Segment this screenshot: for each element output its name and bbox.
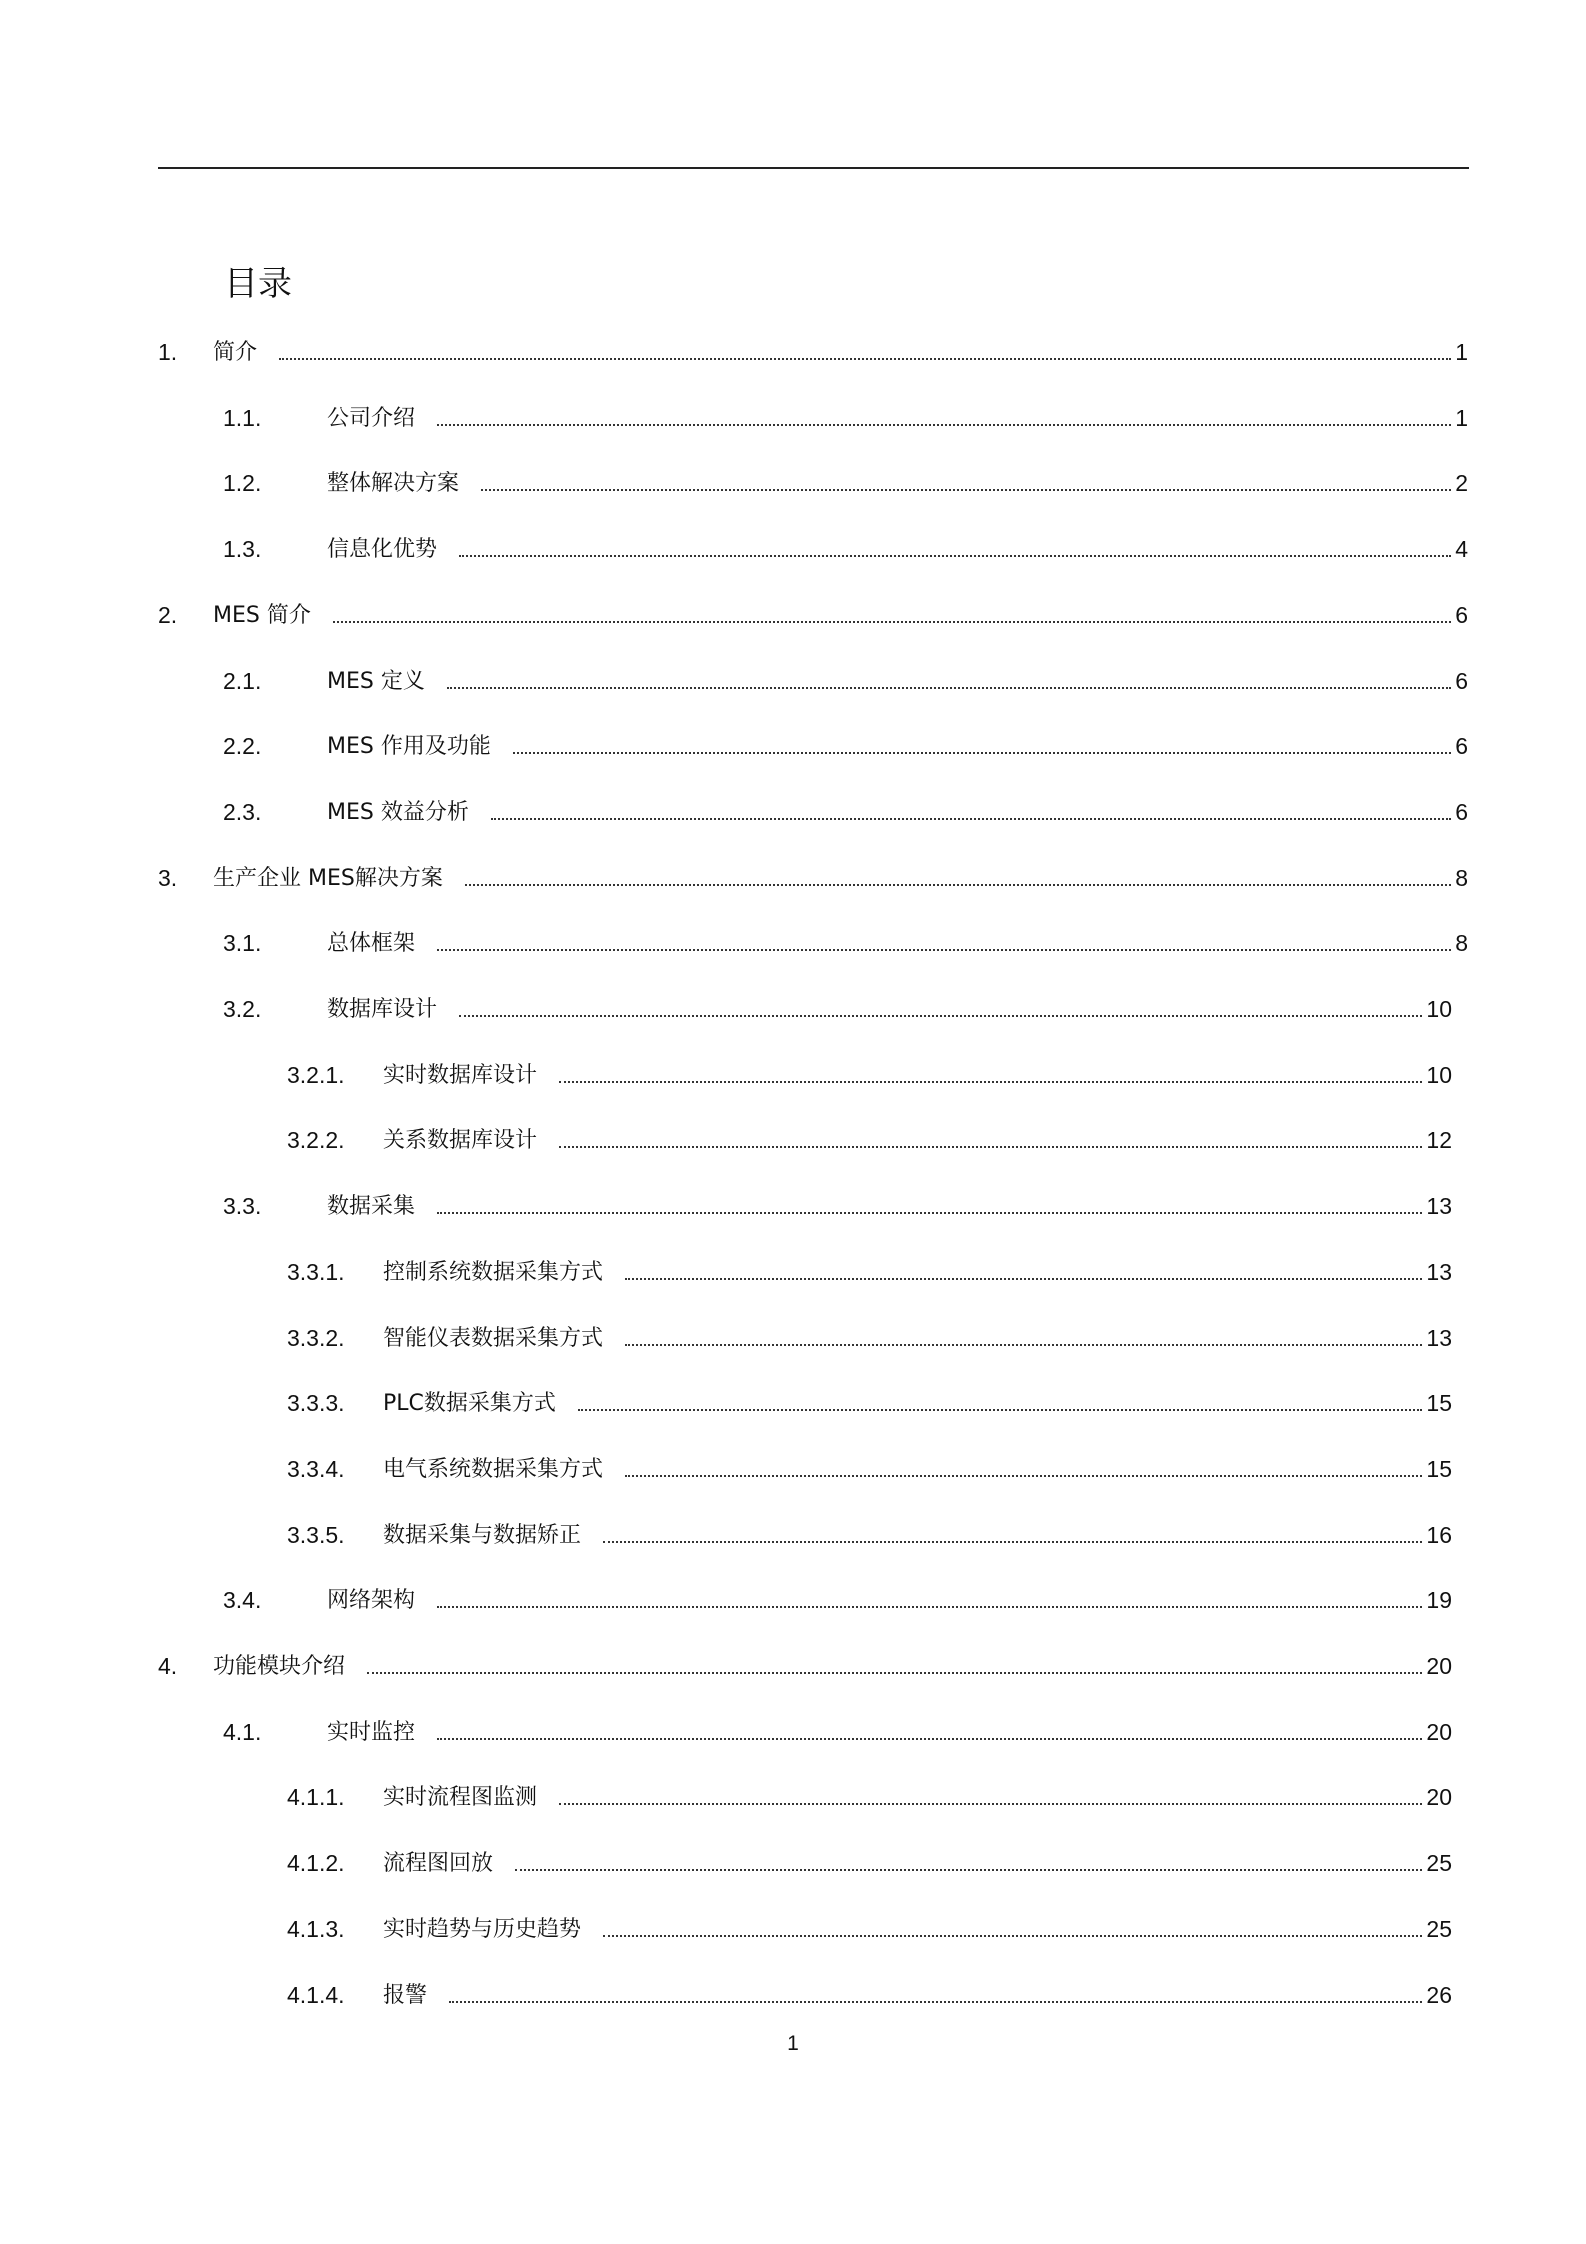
toc-entry-title: MES 作用及功能 (327, 734, 491, 760)
toc-entry-page: 1 (1455, 339, 1468, 365)
toc-entry-page: 15 (1426, 1390, 1452, 1417)
toc-entry-number: 4.1.1. (287, 1784, 345, 1811)
toc-entry-page: 20 (1426, 1718, 1452, 1745)
toc-entry-number: 2.2. (223, 733, 262, 760)
dot-leader (625, 1344, 1422, 1346)
toc-entry-title: PLC数据采集方式 (383, 1391, 556, 1417)
toc-entry-title: 实时流程图监测 (383, 1785, 538, 1811)
toc-entry-title: 总体框架 (327, 931, 416, 957)
toc-entry[interactable] (287, 1973, 1452, 2013)
toc-entry-page: 6 (1455, 733, 1468, 760)
toc-entry-title: 网络架构 (327, 1588, 416, 1614)
toc-entry-title: 报警 (383, 1982, 428, 2008)
toc-entry[interactable] (287, 1775, 1452, 1815)
dot-leader (559, 1803, 1422, 1805)
toc-entry-page: 26 (1426, 1981, 1452, 2008)
toc-entry-page: 16 (1426, 1521, 1452, 1548)
toc-entry-number: 2.3. (223, 798, 262, 825)
dot-leader (559, 1081, 1422, 1083)
toc-entry-title: 智能仪表数据采集方式 (383, 1325, 604, 1351)
toc-entry-title: 实时监控 (327, 1719, 416, 1745)
toc-entry-number: 2.1. (223, 667, 262, 694)
toc-entry[interactable] (223, 527, 1468, 567)
toc-entry-number: 3.4. (223, 1587, 262, 1614)
toc-entry-number: 4.1.2. (287, 1850, 345, 1877)
toc-entry-title: 电气系统数据采集方式 (383, 1456, 604, 1482)
toc-entry-page: 1 (1455, 404, 1468, 431)
toc-entry-title: 实时数据库设计 (383, 1062, 538, 1088)
toc-entry[interactable] (223, 461, 1468, 501)
toc-entry-page: 2 (1455, 470, 1468, 497)
toc-entry-page: 10 (1426, 996, 1452, 1022)
dot-leader (437, 424, 1451, 426)
dot-leader (603, 1935, 1422, 1937)
toc-entry-page: 13 (1426, 1258, 1452, 1285)
toc-entry-page: 19 (1426, 1587, 1452, 1614)
toc-entry-page: 8 (1455, 930, 1468, 957)
toc-entry[interactable] (158, 593, 1468, 633)
toc-entry-number: 3.2.1. (287, 1061, 345, 1088)
toc-entry[interactable] (223, 724, 1468, 764)
toc-entry-page: 20 (1426, 1653, 1452, 1679)
toc-entry[interactable] (223, 790, 1468, 830)
toc-entry-number: 1. (158, 339, 178, 365)
toc-entry-page: 6 (1455, 601, 1468, 628)
dot-leader (481, 489, 1451, 491)
toc-entry-page: 10 (1426, 1061, 1452, 1088)
dot-leader (437, 949, 1451, 951)
dot-leader (625, 1278, 1422, 1280)
toc-entry[interactable] (158, 330, 1468, 370)
toc-entry[interactable] (287, 1513, 1452, 1553)
toc-entry[interactable] (287, 1118, 1452, 1158)
toc-entry-title: 数据采集 (327, 1194, 416, 1220)
toc-entry-title: 简介 (213, 340, 258, 365)
toc-entry-title: 数据库设计 (327, 997, 438, 1022)
dot-leader (449, 2001, 1422, 2003)
toc-entry-number: 1.1. (223, 404, 262, 431)
toc-entry-page: 15 (1426, 1455, 1452, 1482)
toc-entry-number: 4. (158, 1653, 178, 1679)
toc-entry-page: 6 (1455, 667, 1468, 694)
toc-entry-page: 4 (1455, 536, 1468, 563)
toc-entry-number: 3. (158, 864, 178, 891)
toc-entry-title: 公司介绍 (327, 405, 416, 431)
toc-entry-title: 整体解决方案 (327, 471, 460, 497)
toc-entry[interactable] (223, 921, 1468, 961)
toc-entry-number: 1.3. (223, 536, 262, 563)
toc-entry[interactable] (158, 856, 1468, 896)
dot-leader (625, 1475, 1422, 1477)
toc-entry[interactable] (223, 987, 1452, 1027)
dot-leader (513, 752, 1451, 754)
toc-entry-number: 3.3. (223, 1193, 262, 1220)
dot-leader (437, 1212, 1422, 1214)
toc-entry-page: 20 (1426, 1784, 1452, 1811)
toc-entry-title: MES 定义 (327, 668, 425, 694)
toc-entry[interactable] (158, 1644, 1452, 1684)
page-number: 1 (787, 2032, 799, 2055)
toc-entry[interactable] (223, 396, 1468, 436)
dot-leader (279, 358, 1451, 360)
toc-entry-number: 1.2. (223, 470, 262, 497)
toc-entry-page: 13 (1426, 1193, 1452, 1220)
toc-entry-number: 4.1.4. (287, 1981, 345, 2008)
dot-leader (491, 818, 1451, 820)
toc-entry[interactable] (223, 1184, 1452, 1224)
dot-leader (459, 555, 1451, 557)
toc-entry-title: 生产企业 MES解决方案 (213, 865, 443, 891)
dot-leader (437, 1738, 1422, 1740)
toc-entry[interactable] (287, 1250, 1452, 1290)
toc-entry-title: 实时趋势与历史趋势 (383, 1916, 582, 1942)
toc-entry-title: 功能模块介绍 (213, 1654, 346, 1679)
toc-entry-title: MES 简介 (213, 602, 311, 628)
toc-entry[interactable] (287, 1907, 1452, 1947)
toc-entry-page: 25 (1426, 1915, 1452, 1942)
dot-leader (578, 1409, 1423, 1411)
toc-entry-page: 8 (1455, 864, 1468, 891)
toc-entry[interactable] (287, 1841, 1452, 1881)
dot-leader (447, 687, 1451, 689)
dot-leader (515, 1869, 1422, 1871)
toc-entry-number: 3.2. (223, 996, 262, 1022)
toc-entry[interactable] (287, 1381, 1452, 1421)
toc-entry[interactable] (223, 1578, 1452, 1618)
toc-entry-page: 6 (1455, 798, 1468, 825)
toc-entry-page: 13 (1426, 1324, 1452, 1351)
toc-title: 目录 (224, 264, 292, 304)
toc-entry-number: 3.3.2. (287, 1324, 345, 1351)
dot-leader (465, 884, 1451, 886)
toc-entry-number: 3.3.1. (287, 1258, 345, 1285)
toc-entry[interactable] (287, 1316, 1452, 1356)
toc-entry[interactable] (287, 1447, 1452, 1487)
toc-entry-title: 关系数据库设计 (383, 1128, 538, 1154)
dot-leader (367, 1672, 1422, 1674)
toc-entry[interactable] (223, 1710, 1452, 1750)
toc-entry-title: 流程图回放 (383, 1851, 494, 1877)
toc-entry-page: 12 (1426, 1127, 1452, 1154)
toc-entry-title: 信息化优势 (327, 537, 438, 563)
toc-entry-number: 4.1.3. (287, 1915, 345, 1942)
toc-entry[interactable] (287, 1053, 1452, 1093)
toc-entry-title: MES 效益分析 (327, 799, 469, 825)
toc-entry-number: 3.2.2. (287, 1127, 345, 1154)
header-rule (158, 167, 1469, 169)
dot-leader (559, 1146, 1422, 1148)
dot-leader (333, 621, 1451, 623)
dot-leader (603, 1541, 1422, 1543)
toc-entry-number: 4.1. (223, 1718, 262, 1745)
toc-entry-number: 3.3.3. (287, 1390, 345, 1417)
toc-entry-page: 25 (1426, 1850, 1452, 1877)
toc-entry-number: 3.3.4. (287, 1455, 345, 1482)
toc-entry-number: 3.3.5. (287, 1521, 345, 1548)
toc-entry-number: 3.1. (223, 930, 262, 957)
toc-entry-title: 控制系统数据采集方式 (383, 1259, 604, 1285)
toc-entry[interactable] (223, 659, 1468, 699)
dot-leader (437, 1606, 1422, 1608)
toc-entry-number: 2. (158, 601, 178, 628)
toc-entry-title: 数据采集与数据矫正 (383, 1522, 582, 1548)
dot-leader (459, 1015, 1422, 1017)
